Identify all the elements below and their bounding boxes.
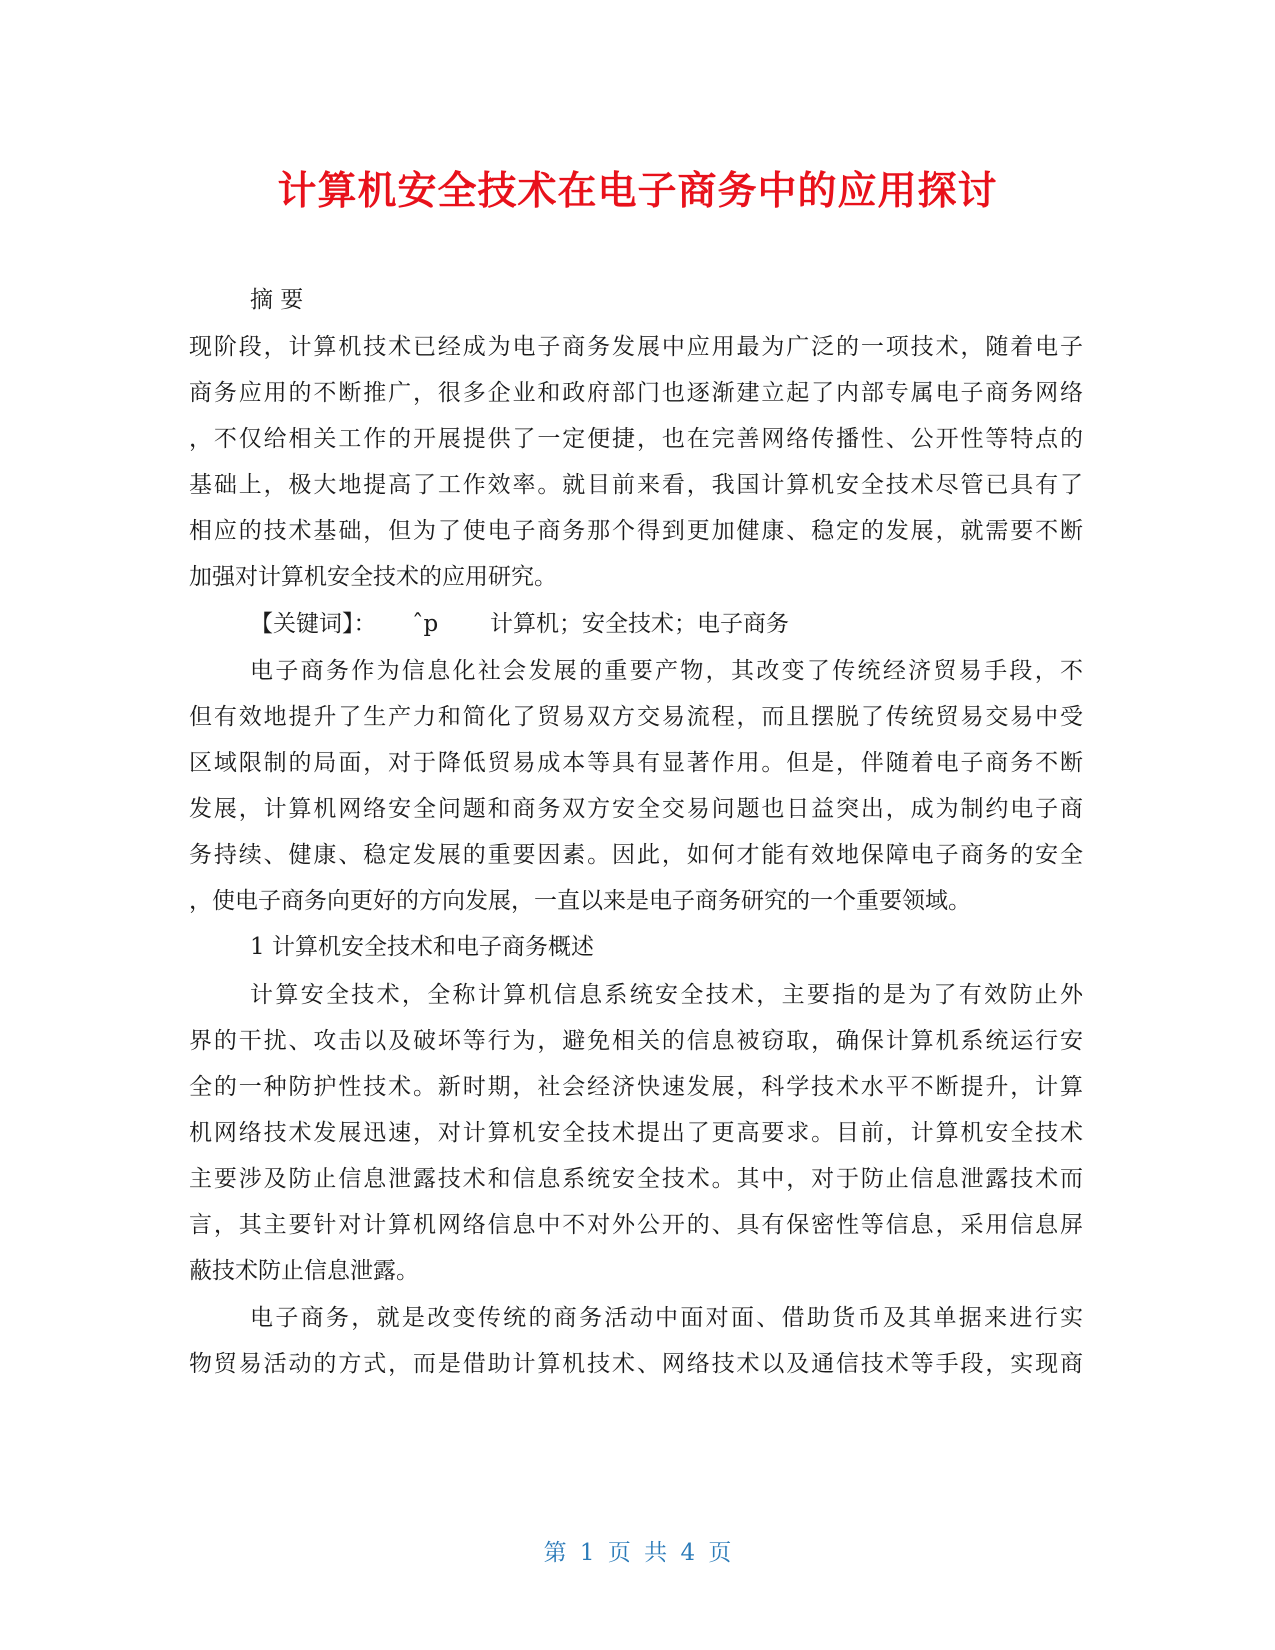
abstract-line: ，不仅给相关工作的开展提供了一定便捷，也在完善网络传播性、公开性等特点的 (189, 426, 1083, 452)
intro-line: 但有效地提升了生产力和简化了贸易双方交易流程，而且摆脱了传统贸易交易中受 (189, 704, 1083, 730)
abstract-heading: 摘 要 (250, 287, 304, 313)
section1-para2-line: 电子商务，就是改变传统的商务活动中面对面、借助货币及其单据来进行实 (250, 1305, 1083, 1331)
intro-line: 务持续、健康、稳定发展的重要因素。因此，如何才能有效地保障电子商务的安全 (189, 842, 1083, 868)
abstract-line: 相应的技术基础，但为了使电子商务那个得到更加健康、稳定的发展，就需要不断 (189, 518, 1083, 544)
section1-para1-line: 蔽技术防止信息泄露。 (189, 1258, 419, 1284)
section1-para1-line: 主要涉及防止信息泄露技术和信息系统安全技术。其中，对于防止信息泄露技术而 (189, 1166, 1083, 1192)
document-title: 计算机安全技术在电子商务中的应用探讨 (277, 169, 998, 214)
section-heading: 1 计算机安全技术和电子商务概述 (250, 934, 594, 960)
section1-para2-line: 物贸易活动的方式，而是借助计算机技术、网络技术以及通信技术等手段，实现商 (189, 1351, 1083, 1377)
intro-line: ，使电子商务向更好的方向发展，一直以来是电子商务研究的一个重要领域。 (189, 888, 971, 914)
section1-para1-line: 计算安全技术，全称计算机信息系统安全技术，主要指的是为了有效防止外 (250, 982, 1083, 1008)
section1-para1-line: 机网络技术发展迅速，对计算机安全技术提出了更高要求。目前，计算机安全技术 (189, 1120, 1083, 1146)
intro-line: 电子商务作为信息化社会发展的重要产物，其改变了传统经济贸易手段，不 (250, 658, 1083, 684)
section1-para1-line: 全的一种防护性技术。新时期，社会经济快速发展，科学技术水平不断提升，计算 (189, 1074, 1083, 1100)
abstract-line: 加强对计算机安全技术的应用研究。 (189, 564, 557, 590)
section1-para1-line: 言，其主要针对计算机网络信息中不对外公开的、具有保密性等信息，采用信息屏 (189, 1212, 1083, 1238)
keywords-marker: ˆp (412, 611, 439, 637)
keywords-list: 计算机；安全技术；电子商务 (490, 611, 789, 637)
keywords-label: 【关键词】： (250, 611, 377, 637)
abstract-line: 商务应用的不断推广，很多企业和政府部门也逐渐建立起了内部专属电子商务网络 (189, 380, 1083, 406)
intro-line: 区域限制的局面，对于降低贸易成本等具有显著作用。但是，伴随着电子商务不断 (189, 750, 1083, 776)
abstract-line: 现阶段，计算机技术已经成为电子商务发展中应用最为广泛的一项技术，随着电子 (189, 334, 1083, 360)
abstract-line: 基础上，极大地提高了工作效率。就目前来看，我国计算机安全技术尽管已具有了 (189, 472, 1083, 498)
page-number-footer: 第 1 页 共 4 页 (543, 1540, 732, 1566)
intro-line: 发展，计算机网络安全问题和商务双方安全交易问题也日益突出，成为制约电子商 (189, 796, 1083, 822)
section1-para1-line: 界的干扰、攻击以及破坏等行为，避免相关的信息被窃取，确保计算机系统运行安 (189, 1028, 1083, 1054)
